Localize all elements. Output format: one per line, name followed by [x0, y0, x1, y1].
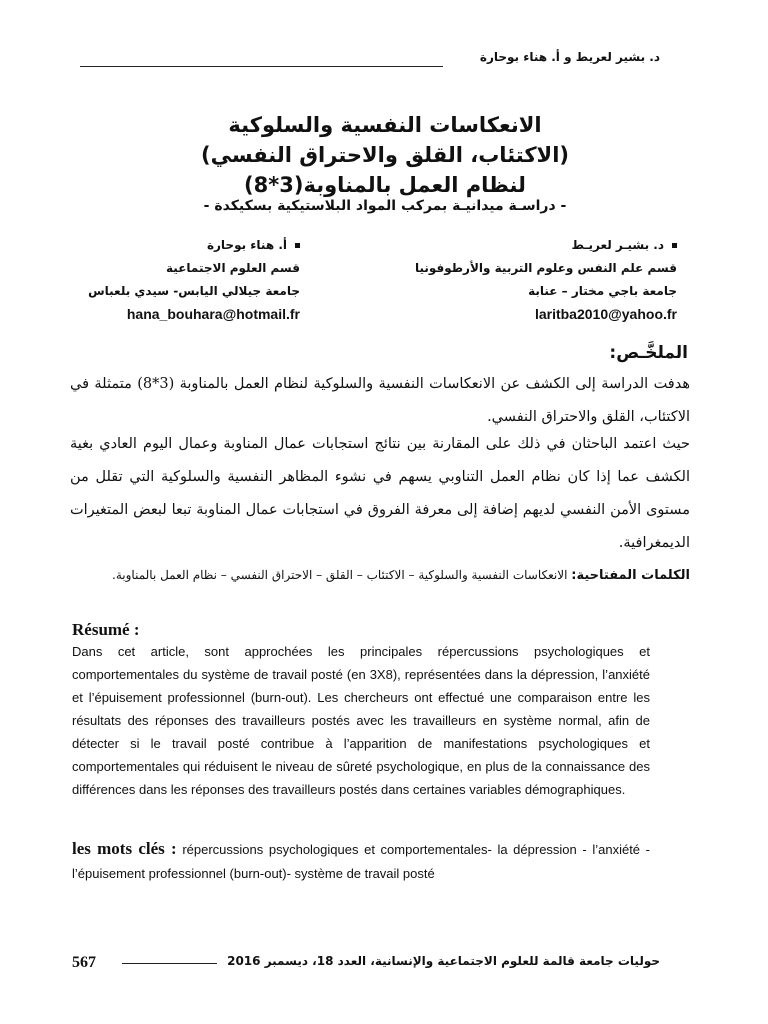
author-1-department: قسم علم النفس وعلوم التربية والأرطوفونيا — [414, 261, 677, 275]
article-subtitle: - دراسـة ميدانيـة بمركب المواد البلاستيكية بسكيكدة - — [203, 198, 567, 214]
article-title — [80, 110, 690, 200]
abstract-ar-paragraph-1: هدفت الدراسة إلى الكشف عن الانعكاسات النفسية والسلوكية لنظام العمل بالمناوبة (3*8) متمثلة في الاكتئاب، القلق والاحتراق النفسي. — [70, 376, 690, 425]
author-2-name: أ. هناء بوحارة — [60, 234, 300, 257]
title-line-2: (الاكتئاب، القلق والاحتراق النفسي) — [200, 143, 569, 167]
keywords-fr-label: les mots clés : — [72, 839, 177, 858]
author-2-department: قسم العلوم الاجتماعية — [166, 261, 300, 275]
keywords-fr-text: répercussions psychologiques et comportementales- la dépression - l’anxiété - l’épuisement professionnel (burn-out)- système de travail posté — [72, 842, 650, 881]
keywords-ar-label: الكلمات المفتاحية: — [571, 568, 690, 583]
author-2-email[interactable]: hana_bouhara@hotmail.fr — [126, 306, 300, 322]
bullet-icon — [295, 243, 300, 248]
title-line-3: لنظام العمل بالمناوبة(3*8) — [244, 173, 526, 197]
abstract-fr-text: Dans cet article, sont approchées les principales répercussions psychologiques et comportementales du système de travail posté (en 3X8), représentées dans la dépression, l’anxiété et l’épuisement professionnel (burn-out). Les chercheurs ont effectué une comparaison entre les résultats des réponses des travailleurs postés avec les travailleurs en système normal, afin de détecter si le travail posté contribue à l’apparition de manifestations psychologiques et comportementales qui réduisent le niveau de sûreté psychologique, en plus de la connaissance des différences dans les réponses des travailleurs postés dans certaines variables démographiques. — [72, 644, 650, 797]
abstract-heading-ar: الملخَّـص: — [609, 343, 688, 363]
author-1-email[interactable]: laritba2010@yahoo.fr — [534, 306, 677, 322]
author-1-university: جامعة باجي مختار – عنابة — [528, 284, 677, 298]
footer-journal: حوليات جامعة قالمة للعلوم الاجتماعية والإنسانية، العدد 18، ديسمبر 2016 — [227, 954, 660, 968]
abstract-heading-fr: Résumé : — [72, 620, 140, 639]
author-1-name: د. بشيـر لعريـط — [362, 234, 677, 257]
keywords-ar — [70, 563, 690, 588]
keywords-ar-text: الانعكاسات النفسية والسلوكية – الاكتئاب – القلق – الاحتراق النفسي – نظام العمل بالمناوبة. — [112, 568, 568, 582]
author-block-1 — [362, 234, 677, 326]
header-rule — [80, 66, 443, 67]
bullet-icon — [672, 243, 677, 248]
page-number: 567 — [72, 954, 96, 971]
title-line-1: الانعكاسات النفسية والسلوكية — [228, 113, 542, 137]
running-header-authors: د. بشير لعريط و أ. هناء بوحارة — [479, 50, 660, 64]
abstract-ar-paragraph-2: حيث اعتمد الباحثان في ذلك على المقارنة بين نتائج استجابات عمال المناوبة وعمال اليوم العادي بغية الكشف عما إذا كان نظام العمل التناوبي يسهم في نشوء المظاهر النفسية والسلوكية التي تقلل من مستوى الأمن النفسي لديهم إضافة إلى معرفة الفروق في استجابات عمال المناوبة تبعا لبعض المتغيرات الديمغرافية. — [70, 436, 690, 551]
keywords-fr — [72, 837, 650, 886]
footer-rule — [122, 963, 217, 964]
author-2-university: جامعة جيلالي اليابس- سيدي بلعباس — [88, 284, 300, 298]
author-block-2 — [60, 234, 300, 326]
